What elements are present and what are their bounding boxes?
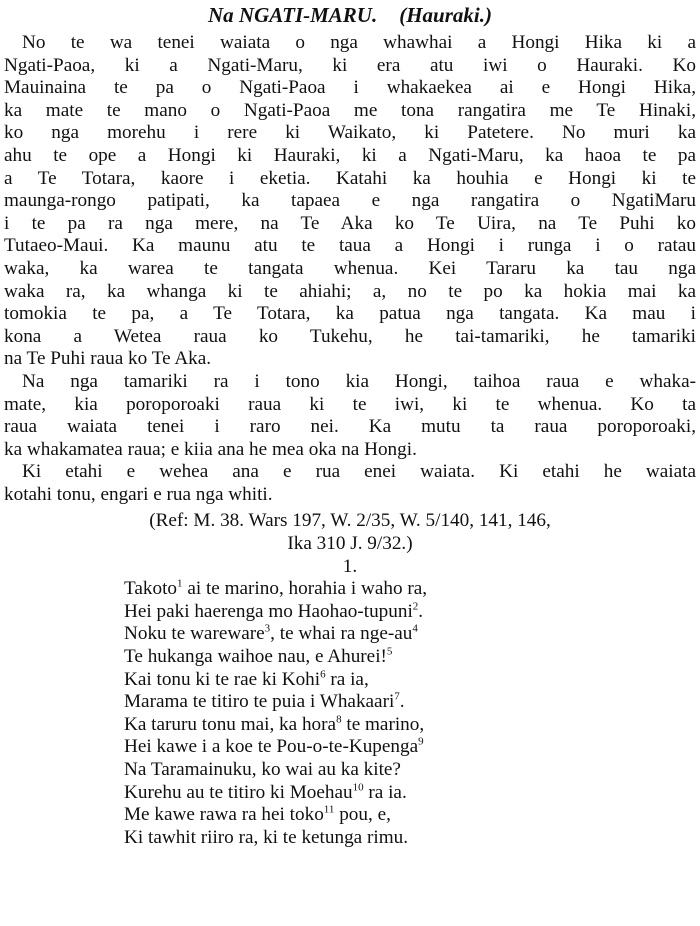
poem-line-text: Noku te wareware bbox=[124, 623, 265, 645]
paragraph bbox=[4, 371, 696, 461]
paragraph-line: Ngati-Paoa, ki a Ngati-Maru, ki era atu iwi o Hauraki. Ko bbox=[4, 54, 696, 76]
title-sub: (Hauraki.) bbox=[399, 3, 492, 27]
footnote-marker: 2 bbox=[412, 600, 419, 613]
paragraph-line: maunga-rongo patipati, ka tapaea e nga rangatira o NgatiMaru bbox=[4, 190, 696, 212]
paragraph-line: Na nga tamariki ra i tono kia Hongi, taihoa raua e whaka- bbox=[22, 370, 696, 392]
poem-verse bbox=[124, 578, 696, 849]
poem-line-text: Ki tawhit riiro ra, ki te ketunga rimu. bbox=[124, 826, 409, 848]
reference-note bbox=[4, 510, 696, 555]
poem-line bbox=[124, 827, 696, 850]
footnote-marker: 1 bbox=[177, 577, 183, 590]
paragraph-line: mate, kia poroporoaki raua ki te iwi, ki te whenua. Ko ta bbox=[4, 393, 696, 415]
footnote-marker: 5 bbox=[386, 645, 393, 658]
paragraph-line: Mauinaina te pa o Ngati-Paoa i whakaekea ai e Hongi Hika, bbox=[4, 77, 696, 99]
paragraph-line: tomokia te pa, a Te Totara, ka patua nga tangata. Ka mau i bbox=[4, 303, 696, 325]
paragraph-line: ka whakamatea raua; e kiia ana he mea oka na Hongi. bbox=[4, 438, 417, 460]
poem-line-text: , te whai ra nge-au bbox=[270, 623, 413, 645]
title-main: Na NGATI-MARU. bbox=[208, 3, 378, 27]
reference-line: (Ref: M. 38. Wars 197, W. 2/35, W. 5/140, 141, 146, bbox=[149, 510, 551, 532]
poem-line-text: Ka taruru tonu mai, ka hora bbox=[124, 713, 337, 735]
poem-line-text: . bbox=[418, 600, 424, 622]
poem-line-text: Me kawe rawa ra hei toko bbox=[124, 804, 324, 826]
poem-line bbox=[124, 623, 696, 646]
footnote-marker: 7 bbox=[394, 690, 400, 703]
paragraph-line: na Te Puhi raua ko Te Aka. bbox=[4, 348, 212, 370]
paragraph-line: ka mate te mano o Ngati-Paoa me tona rangatira me Te Hinaki, bbox=[4, 99, 696, 121]
poem-line-text: te marino, bbox=[341, 713, 425, 735]
reference-line: Ika 310 J. 9/32.) bbox=[287, 533, 413, 555]
poem-line bbox=[124, 646, 696, 669]
poem-line bbox=[124, 691, 696, 714]
poem-line-text: Hei paki haerenga mo Haohao-tupuni bbox=[124, 600, 413, 622]
paragraph-line: Tutaeo-Maui. Ka maunu atu te taua a Hongi i runga i o ratau bbox=[4, 235, 696, 257]
poem-line bbox=[124, 736, 696, 759]
poem-line-text: . bbox=[399, 691, 405, 713]
paragraph-line: raua waiata tenei i raro nei. Ka mutu ta raua poroporoaki, bbox=[4, 416, 696, 438]
footnote-marker: 4 bbox=[412, 623, 418, 636]
page-title bbox=[4, 0, 696, 32]
poem-line-text: ai te marino, horahia i waho ra, bbox=[182, 578, 428, 600]
footnote-marker: 9 bbox=[418, 736, 424, 749]
poem-line-text: Marama te titiro te puia i Whakaari bbox=[124, 691, 395, 713]
poem-line bbox=[124, 669, 696, 692]
paragraph-line: Ki etahi e wehea ana e rua enei waiata. Ki etahi he waiata bbox=[22, 461, 696, 483]
paragraph-line: ko nga morehu i rere ki Waikato, ki Patetere. No muri ka bbox=[4, 122, 696, 144]
paragraph-line: a Te Totara, kaore i eketia. Katahi ka houhia e Hongi ki te bbox=[4, 167, 696, 189]
poem-line-text: pou, e, bbox=[334, 804, 391, 826]
body-text bbox=[4, 32, 696, 506]
footnote-marker: 8 bbox=[336, 713, 342, 726]
poem-line bbox=[124, 578, 696, 601]
paragraph bbox=[4, 461, 696, 506]
poem-line-text: Na Taramainuku, ko wai au ka kite? bbox=[124, 759, 401, 780]
footnote-marker: 10 bbox=[352, 781, 364, 794]
paragraph-line: kona a Wetea raua ko Tukehu, he tai-tamariki, he tamariki bbox=[4, 325, 696, 347]
paragraph-line: No te wa tenei waiata o nga whawhai a Hongi Hika ki a bbox=[22, 32, 696, 53]
footnote-marker: 6 bbox=[320, 668, 326, 681]
poem-line bbox=[124, 714, 696, 737]
footnote-marker: 3 bbox=[264, 623, 271, 636]
poem-line-text: Te hukanga waihoe nau, e Ahurei! bbox=[124, 646, 387, 668]
poem-line-text: Hei kawe i a koe te Pou-o-te-Kupenga bbox=[124, 736, 419, 758]
poem-line-text: ra ia. bbox=[363, 781, 407, 803]
paragraph-line: kotahi tonu, engari e rua nga whiti. bbox=[4, 483, 273, 505]
poem-line-text: Kai tonu ki te rae ki Kohi bbox=[124, 668, 321, 690]
poem-line-text: Kurehu au te titiro ki Moehau bbox=[124, 781, 353, 803]
paragraph bbox=[4, 32, 696, 371]
poem-line bbox=[124, 759, 696, 782]
paragraph-line: i te pa ra nga mere, na Te Aka ko Te Uira, na Te Puhi ko bbox=[4, 212, 696, 234]
poem-line bbox=[124, 782, 696, 805]
poem-line-text: ra ia, bbox=[325, 668, 369, 690]
paragraph-line: waka ra, ka whanga ki te ahiahi; a, no te po ka hokia mai ka bbox=[4, 280, 696, 302]
footnote-marker: 11 bbox=[323, 803, 335, 816]
verse-number: 1. bbox=[342, 555, 358, 577]
poem-line bbox=[124, 601, 696, 624]
poem-line bbox=[124, 804, 696, 827]
paragraph-line: ahu te ope a Hongi ki Hauraki, ki a Ngati-Maru, ka haoa te pa bbox=[4, 144, 696, 166]
poem-line-text: Takoto bbox=[124, 578, 178, 600]
paragraph-line: waka, ka warea te tangata whenua. Kei Tararu ka tau nga bbox=[4, 257, 696, 279]
